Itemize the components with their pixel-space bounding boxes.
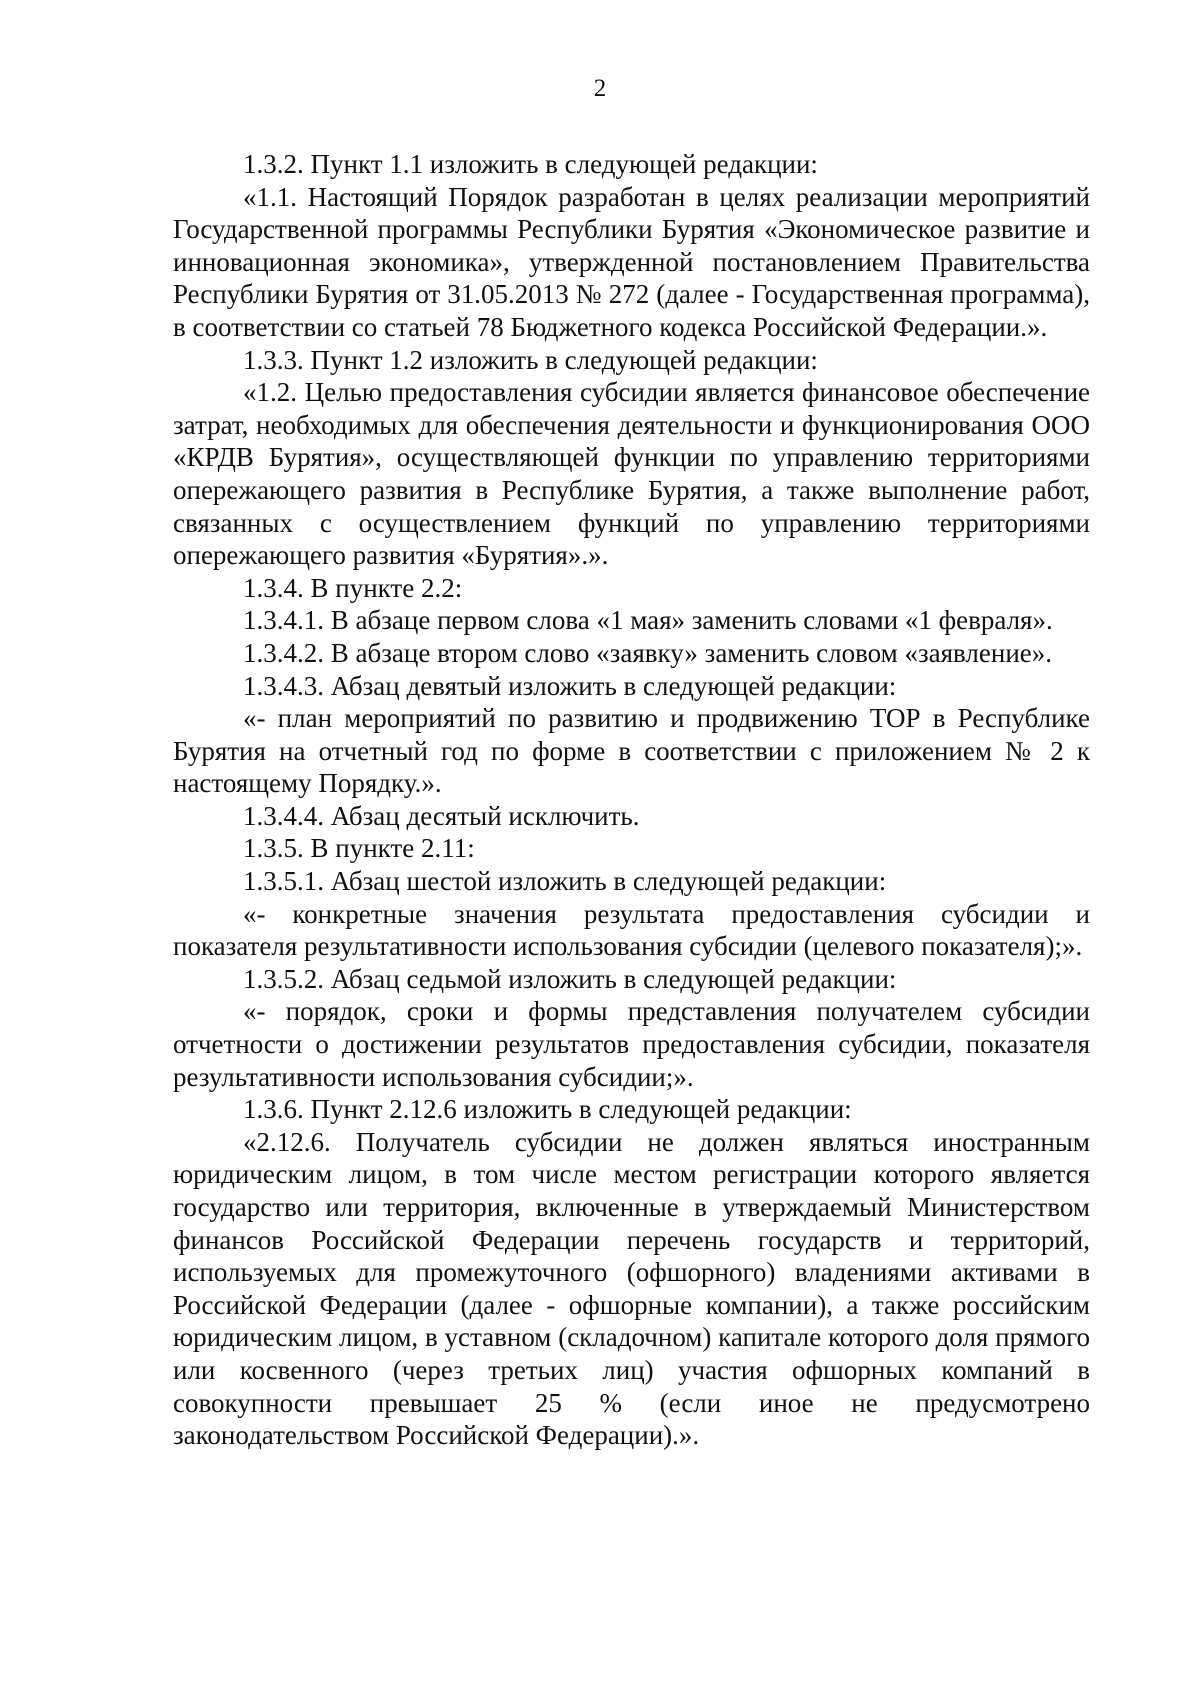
paragraph-1-3-5: 1.3.5. В пункте 2.11: (243, 833, 475, 864)
paragraph-1-3-5-1: 1.3.5.1. Абзац шестой изложить в следующей редакции: (243, 866, 887, 897)
document-body (173, 148, 1090, 1452)
paragraph-quote-1-2: «1.2. Целью предоставления субсидии является финансовое обеспечение затрат, необходимых для обеспечения деятельности и функционирования ООО «КРДВ Бурятия», осуществляющей функции по управлению территориями опережающего развития в Республике Бурятия, а также выполнение работ, связанных с осуществлением функций по управлению территориями опережающего развития «Бурятия».». (173, 377, 1090, 571)
paragraph-1-3-4-4: 1.3.4.4. Абзац десятый исключить. (243, 800, 640, 831)
paragraph-1-3-4: 1.3.4. В пункте 2.2: (243, 572, 463, 603)
paragraph-1-3-2: 1.3.2. Пункт 1.1 изложить в следующей редакции: (243, 149, 818, 179)
paragraph-1-3-4-2: 1.3.4.2. В абзаце втором слово «заявку» заменить словом «заявление». (243, 637, 1053, 668)
paragraph-1-3-5-2: 1.3.5.2. Абзац седьмой изложить в следующей редакции: (243, 963, 897, 994)
page-number: 2 (593, 75, 607, 102)
paragraph-quote-2-12-6: «2.12.6. Получатель субсидии не должен являться иностранным юридическим лицом, в том числе местом регистрации которого является государство или территория, включенные в утверждаемый Министерством финансов Российской Федерации перечень государств и территорий, используемых для промежуточного (офшорного) владениями активами в Российской Федерации (далее - офшорные компании), а также российским юридическим лицом, в уставном (складочном) капитале которого доля прямого или косвенного (через третьих лиц) участия офшорных компаний в совокупности превышает 25 % (если иное не предусмотрено законодательством Российской Федерации).». (173, 1126, 1090, 1451)
paragraph-quote-plan: «- план мероприятий по развитию и продвижению ТОР в Республике Бурятия на отчетный год по форме в соответствии с приложением № 2 к настоящему Порядку.». (173, 703, 1090, 799)
paragraph-quote-values: «- конкретные значения результата предоставления субсидии и показателя результативности использования субсидии (целевого показателя);». (173, 898, 1090, 962)
paragraph-1-3-4-3: 1.3.4.3. Абзац девятый изложить в следующей редакции: (243, 670, 897, 701)
paragraph-quote-1-1: «1.1. Настоящий Порядок разработан в целях реализации мероприятий Государственной программы Республики Бурятия «Экономическое развитие и инновационная экономика», утвержденной постановлением Правительства Республики Бурятия от 31.05.2013 № 272 (далее - Государственная программа), в соответствии со статьей 78 Бюджетного кодекса Российской Федерации.». (173, 181, 1090, 342)
paragraph-1-3-6: 1.3.6. Пункт 2.12.6 изложить в следующей редакции: (243, 1094, 852, 1125)
paragraph-1-3-3: 1.3.3. Пункт 1.2 изложить в следующей редакции: (243, 344, 818, 375)
paragraph-quote-reporting: «- порядок, сроки и формы представления получателем субсидии отчетности о достижении результатов предоставления субсидии, показателя результативности использования субсидии;». (173, 996, 1090, 1092)
paragraph-1-3-4-1: 1.3.4.1. В абзаце первом слова «1 мая» заменить словами «1 февраля». (243, 605, 1053, 636)
